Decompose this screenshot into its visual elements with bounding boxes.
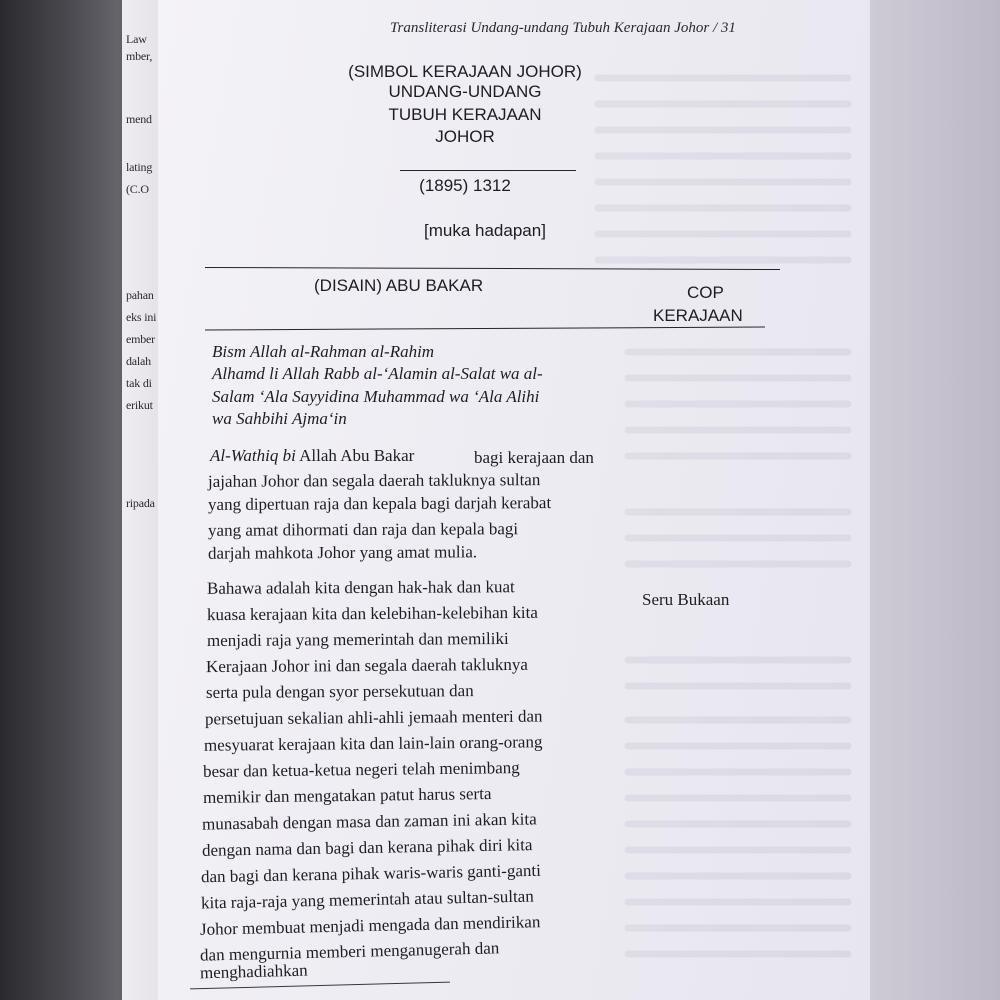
paragraph-line: kita raja-raja yang memerintah atau sultan-sultan	[200, 886, 534, 913]
paragraph-line: besar dan ketua-ketua negeri telah menimbang	[202, 758, 520, 781]
invocation-line: Bism Allah al-Rahman al-Rahim	[212, 342, 435, 361]
paragraph-first-line-tail: bagi kerajaan dan	[474, 448, 594, 467]
margin-fragment: erikut	[126, 398, 153, 412]
paragraph-line: munasabah dengan masa dan zaman ini akan kita	[201, 809, 537, 834]
title-line: TUBUH KERAJAAN	[388, 105, 542, 124]
paragraph-line: Bahawa adalah kita dengan hak-hak dan kuat	[206, 577, 515, 598]
title-line: (SIMBOL KERAJAAN JOHOR)	[348, 62, 582, 81]
margin-fragment: mber,	[126, 49, 153, 63]
invocation-line: wa Sahbihi Ajma‘in	[212, 409, 347, 428]
paragraph-line: yang dipertuan raja dan kepala bagi darjah kerabat	[207, 493, 552, 514]
invocation-line: Salam ‘Ala Sayyidina Muhammad wa ‘Ala Alihi	[212, 387, 540, 406]
seal-label-line: COP	[687, 283, 724, 302]
paragraph-line: dan mengurnia memberi menganugerah dan	[199, 938, 500, 965]
paragraph-line: darjah mahkota Johor yang amat mulia.	[207, 542, 478, 563]
margin-fragment: pahan	[126, 288, 154, 302]
paragraph-line: menjadi raja yang memerintah dan memiliki	[206, 628, 509, 651]
epithet: Al-Wathiq bi	[210, 446, 296, 465]
margin-fragment: Law	[126, 32, 147, 46]
background-right	[870, 0, 1000, 1000]
margin-fragment: tak di	[126, 376, 152, 390]
paragraph-line: jajahan Johor dan segala daerah takluknya sultan	[207, 470, 541, 491]
paragraph-first-line	[210, 446, 414, 466]
paragraph-line: Kerajaan Johor ini dan segala daerah takluknya	[205, 654, 528, 677]
paragraph-line: yang amat dihormati dan raja dan kepala bagi	[207, 519, 519, 540]
paragraph-line: Johor membuat menjadi mengada dan mendirikan	[199, 912, 541, 939]
seal-label-line: KERAJAAN	[653, 306, 743, 325]
paragraph-line: mesyuarat kerajaan kita dan lain-lain orang-orang	[203, 732, 543, 755]
margin-fragment: mend	[126, 112, 152, 126]
ruler-name: Allah Abu Bakar	[299, 446, 415, 465]
dark-background-left	[0, 0, 128, 1000]
short-rule	[400, 170, 576, 171]
paragraph-line: dan bagi dan kerana pihak waris-waris ganti-ganti	[200, 860, 542, 887]
paragraph-line: serta pula dengan syor persekutuan dan	[205, 681, 474, 702]
paragraph-line: menghadiahkan	[199, 960, 308, 983]
paragraph-line: kuasa kerajaan kita dan kelebihan-kelebihan kita	[206, 602, 538, 625]
paragraph-line: persetujuan sekalian ahli-ahli jemaah menteri dan	[204, 706, 543, 729]
frontispiece-note: [muka hadapan]	[424, 221, 546, 240]
side-note: Seru Bukaan	[642, 590, 730, 609]
margin-fragment: (C.O	[126, 182, 149, 196]
year-line: (1895) 1312	[419, 176, 511, 195]
paragraph-line: dengan nama dan bagi dan kerana pihak diri kita	[201, 835, 533, 860]
margin-fragment: eks ini	[126, 310, 157, 324]
invocation-line: Alhamd li Allah Rabb al-‘Alamin al-Salat wa al-	[212, 364, 543, 383]
running-header: Transliterasi Undang-undang Tubuh Kerajaan Johor / 31	[390, 20, 736, 36]
paragraph-line: memikir dan mengatakan patut harus serta	[202, 783, 492, 808]
margin-fragment: ripada	[126, 496, 155, 510]
title-line: JOHOR	[435, 127, 495, 146]
margin-fragment: dalah	[126, 354, 151, 368]
margin-fragment: lating	[126, 160, 153, 174]
design-label: (DISAIN) ABU BAKAR	[314, 276, 484, 295]
margin-fragment: ember	[126, 332, 155, 346]
title-line: UNDANG-UNDANG	[388, 82, 542, 101]
